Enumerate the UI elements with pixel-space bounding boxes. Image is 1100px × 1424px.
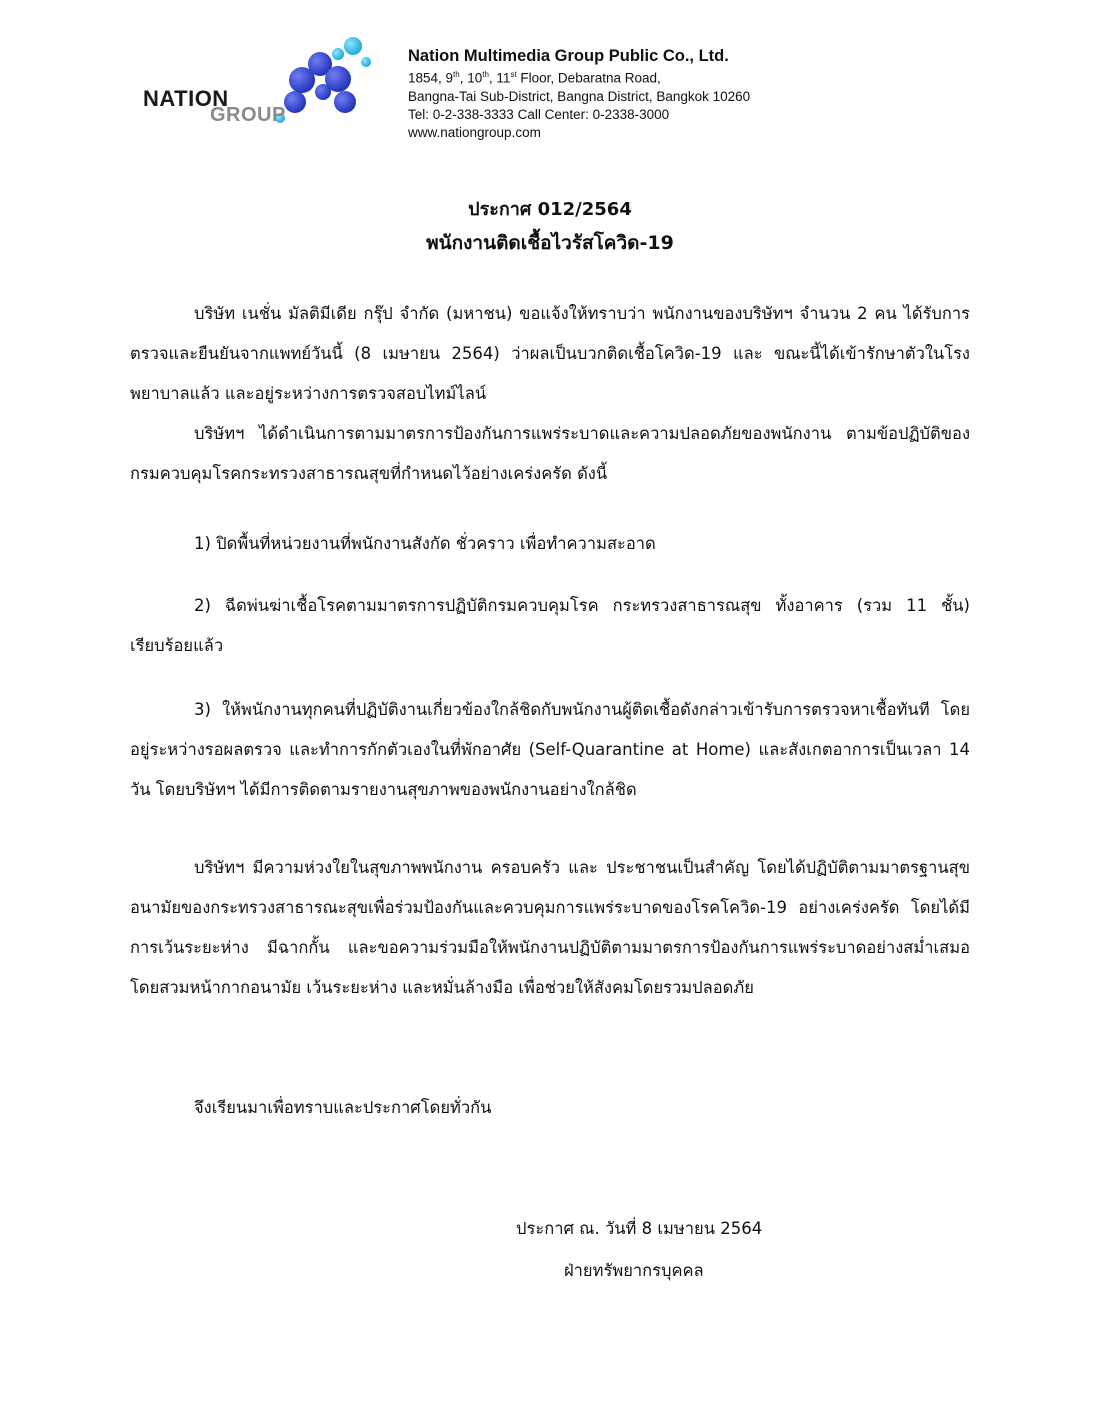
list-item-1 (130, 524, 970, 564)
list-item-2-text: 2) ฉีดพ่นฆ่าเชื้อโรคตามมาตรการปฏิบัติกรมควบคุมโรค กระทรวงสาธารณสุข ทั้งอาคาร (รวม 11 ชั้น) เรียบร้อยแล้ว (130, 596, 970, 655)
paragraph-3-text: บริษัทฯ มีความห่วงใยในสุขภาพพนักงาน ครอบครัว และ ประชาชนเป็นสำคัญ โดยได้ปฏิบัติตามมาตรฐานสุขอนามัยของกระทรวงสาธารณะสุขเพื่อร่วมป้องกันและควบคุมการแพร่ระบาดของโรคโควิด-19 อย่างเคร่งครัด โดยได้มีการเว้นระยะห่าง มีฉากกั้น และขอความร่วมมือให้พนักงานปฏิบัติตามมาตรการป้องกันการแพร่ระบาดอย่างสม่ำเสมอ โดยสวมหน้ากากอนามัย เว้นระยะห่าง และหมั่นล้างมือ เพื่อช่วยให้สังคมโดยรวมปลอดภัย (130, 858, 970, 997)
list-item-1-text: 1) ปิดพื้นที่หน่วยงานที่พนักงานสังกัด ชั่วคราว เพื่อทำความสะอาด (194, 534, 656, 553)
logo-text-group: GROUP (210, 104, 286, 126)
address-sup: th (482, 70, 489, 79)
issuing-department: ฝ่ายทรัพยากรบุคคล (564, 1261, 704, 1280)
phone-line: Tel: 0-2-338-3333 Call Center: 0-2338-3000 (408, 106, 670, 122)
address-sup: th (453, 70, 460, 79)
list-item-3-text: 3) ให้พนักงานทุกคนที่ปฏิบัติงานเกี่ยวข้องใกล้ชิดกับพนักงานผู้ติดเชื้อดังกล่าวเข้ารับการตรวจหาเชื้อทันที โดยอยู่ระหว่างรอผลตรวจ และทำการกักตัวเองในที่พักอาศัย (Self-Quarantine at Home) และสังเกตอาการเป็นเวลา 14 วัน โดยบริษัทฯ ได้มีการติดตามรายงานสุขภาพของพนักงานอย่างใกล้ชิด (130, 700, 970, 799)
address-part: Floor, Debaratna Road, (516, 70, 661, 86)
company-address-block (408, 46, 750, 142)
address-part: , 11 (488, 70, 511, 86)
address-part: 1854, 9 (408, 70, 454, 86)
announcement-date: ประกาศ ณ. วันที่ 8 เมษายน 2564 (516, 1219, 763, 1238)
address-line-1 (408, 66, 750, 88)
announcement-subtitle: พนักงานติดเชื้อไวรัสโควิด-19 (426, 232, 674, 254)
address-line-2: Bangna-Tai Sub-District, Bangna District, Bangkok 10260 (408, 88, 751, 104)
company-name: Nation Multimedia Group Public Co., Ltd. (408, 47, 729, 65)
closing-text: จึงเรียนมาเพื่อทราบและประกาศโดยทั่วกัน (194, 1098, 492, 1117)
list-item-3 (130, 690, 970, 810)
paragraph-1-text: บริษัท เนชั่น มัลติมีเดีย กรุ๊ป จำกัด (มหาชน) ขอแจ้งให้ทราบว่า พนักงานของบริษัทฯ จำนวน 2 คน ได้รับการตรวจและยืนยันจากแพทย์วันนี้ (8 เมษายน 2564) ว่าผลเป็นบวกติดเชื้อโควิด-19 และ ขณะนี้ได้เข้ารักษาตัวในโรงพยาบาลแล้ว และอยู่ระหว่างการตรวจสอบไทม์ไลน์ (130, 304, 970, 403)
closing-line (130, 1088, 970, 1128)
address-part: , 10 (459, 70, 483, 86)
address-sup: st (510, 70, 517, 79)
paragraph-1 (130, 294, 970, 414)
announcement-title: ประกาศ 012/2564 (468, 199, 632, 220)
paragraph-2-text: บริษัทฯ ได้ดำเนินการตามมาตรการป้องกันการแพร่ระบาดและความปลอดภัยของพนักงาน ตามข้อปฏิบัติของกรมควบคุมโรคกระทรวงสาธารณสุขที่กำหนดไว้อย่างเคร่งครัด ดังนี้ (130, 424, 970, 483)
list-item-2 (130, 586, 970, 666)
paragraph-2 (130, 414, 970, 494)
paragraph-3 (130, 848, 970, 1008)
website-link[interactable]: www.nationgroup.com (408, 124, 541, 140)
logo-text-nation: NATION (143, 86, 229, 111)
